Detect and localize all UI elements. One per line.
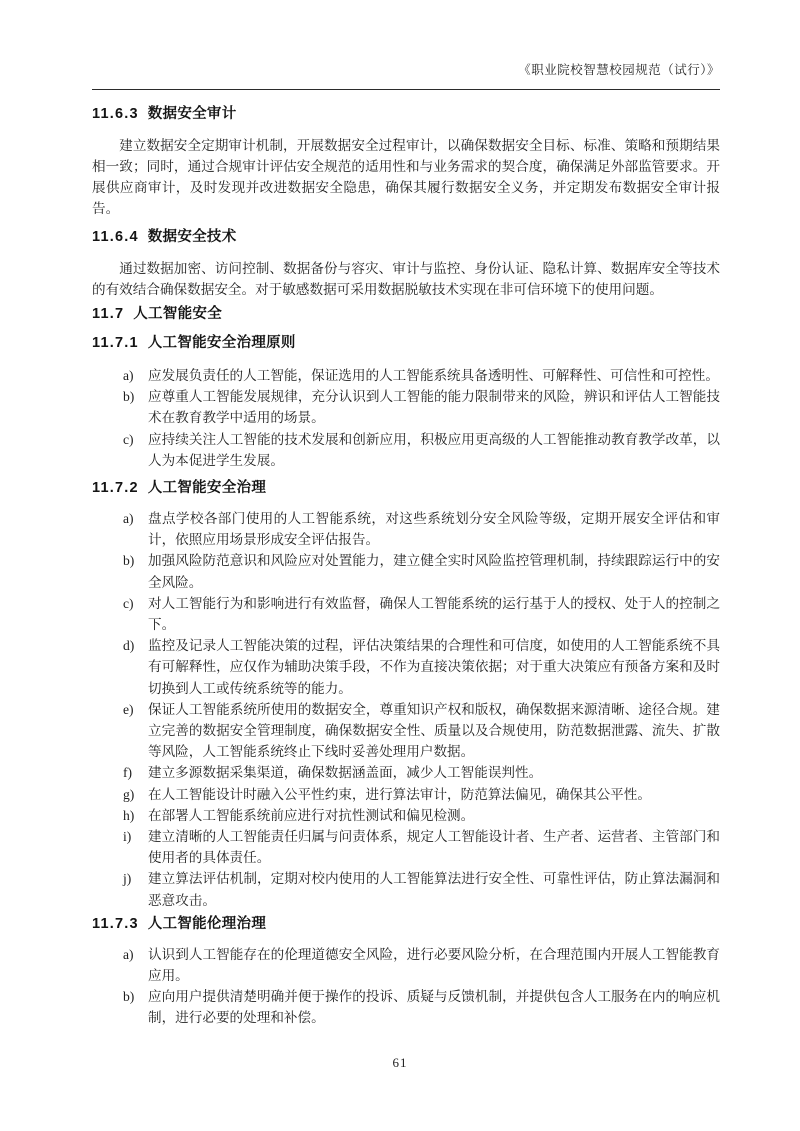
list-item-text: 应持续关注人工智能的技术发展和创新应用，积极应用更高级的人工智能推动教育教学改革，以人为本促进学生发展。 (148, 431, 720, 468)
section-heading-11-6-4 (92, 230, 720, 245)
section-title: 数据安全技术 (147, 229, 237, 245)
list-item-text: 应尊重人工智能发展规律，充分认识到人工智能的能力限制带来的风险，辨识和评估人工智能技术在教育教学中适用的场景。 (148, 389, 720, 426)
section-title: 人工智能安全治理 (147, 480, 267, 497)
list-item-text: 在部署人工智能系统前应进行对抗性测试和偏见检测。 (148, 807, 475, 823)
list-item (123, 386, 720, 428)
list-item (123, 805, 720, 826)
list-item-text: 对人工智能行为和影响进行有效监督，确保人工智能系统的运行基于人的授权、处于人的控制之下。 (148, 595, 720, 633)
list-item-label: a) (123, 368, 134, 383)
page-footer (0, 1054, 800, 1072)
list-item (123, 762, 720, 783)
list-item-label: g) (123, 786, 135, 802)
list-item-label: j) (123, 871, 132, 887)
section-heading-11-7-2 (92, 481, 720, 496)
list-item (123, 550, 720, 592)
list-item-label: b) (123, 989, 135, 1005)
section-title: 人工智能伦理治理 (147, 915, 267, 932)
list-item (123, 365, 720, 386)
list-item-text: 应向用户提供清楚明确并便于操作的投诉、质疑与反馈机制，并提供包含人工服务在内的响应机制，进行必要的处理和补偿。 (148, 989, 720, 1026)
list-item-text: 应发展负责任的人工智能，保证选用的人工智能系统具备透明性、可解释性、可信性和可控性。 (148, 368, 719, 383)
list-item-label: b) (123, 389, 135, 405)
section-number: 11.7 (92, 306, 125, 322)
list-item-text: 建立多源数据采集渠道，确保数据涵盖面，减少人工智能误判性。 (148, 765, 543, 781)
clause-list-11-7-1 (123, 365, 720, 471)
section-heading-11-6-3 (92, 107, 720, 122)
section-heading-11-7-1 (92, 336, 720, 351)
section-title: 人工智能安全治理原则 (147, 335, 296, 351)
list-item-text: 监控及记录人工智能决策的过程，评估决策结果的合理性和可信度，如使用的人工智能系统不具有可解释性，应仅作为辅助决策手段，不作为直接决策依据；对于重大决策应有预备方案和及时切换到人工或传统系统等的能力。 (148, 638, 720, 696)
list-item (123, 699, 720, 763)
list-item-label: i) (123, 829, 132, 845)
section-heading-11-7-3 (92, 917, 720, 932)
list-item (123, 944, 720, 986)
section-number: 11.6.3 (92, 106, 139, 122)
list-item-label: e) (123, 701, 134, 717)
list-item-text: 建立算法评估机制，定期对校内使用的人工智能算法进行安全性、可靠性评估，防止算法漏洞和恶意攻击。 (148, 871, 720, 908)
list-item (123, 868, 720, 910)
list-item-label: b) (123, 553, 135, 569)
list-item-label: c) (123, 595, 134, 611)
section-title: 人工智能安全 (133, 306, 223, 322)
clause-list-11-7-3 (123, 944, 720, 1029)
list-item (123, 784, 720, 805)
list-item-text: 在人工智能设计时融入公平性约束，进行算法审计，防范算法偏见，确保其公平性。 (148, 786, 651, 802)
list-item-text: 加强风险防范意识和风险应对处置能力，建立健全实时风险监控管理机制，持续跟踪运行中的安全风险。 (148, 553, 720, 590)
section-number: 11.7.3 (92, 915, 139, 932)
list-item-text: 保证人工智能系统所使用的数据安全，尊重知识产权和版权，确保数据来源清晰、途径合规。建立完善的数据安全管理制度，确保数据安全性、质量以及合规使用，防范数据泄露、流失、扩散等风险，人工智能系统终止下线时妥善处理用户数据。 (148, 701, 720, 760)
page-number: 61 (392, 1055, 408, 1070)
section-number: 11.7.1 (92, 335, 139, 351)
list-item (123, 429, 720, 471)
list-item-label: d) (123, 638, 135, 654)
list-item-label: a) (123, 511, 134, 527)
paragraph-data-security-tech: 通过数据加密、访问控制、数据备份与容灾、审计与监控、身份认证、隐私计算、数据库安全等技术的有效结合确保数据安全。对于敏感数据可采用数据脱敏技术实现在非可信环境下的使用问题。 (92, 261, 720, 297)
section-number: 11.7.2 (92, 480, 139, 497)
section-number: 11.6.4 (92, 229, 139, 245)
list-item-label: a) (123, 946, 134, 962)
list-item (123, 986, 720, 1028)
section-title: 数据安全审计 (147, 106, 237, 122)
section-heading-11-7 (92, 307, 720, 322)
list-item (123, 508, 720, 550)
list-item-text: 盘点学校各部门使用的人工智能系统，对这些系统划分安全风险等级，定期开展安全评估和审计，依照应用场景形成安全评估报告。 (148, 511, 720, 548)
header-doc-title: 《职业院校智慧校园规范（试行）》 (518, 63, 720, 77)
list-item-label: c) (123, 431, 134, 447)
list-item-text: 认识到人工智能存在的伦理道德安全风险，进行必要风险分析，在合理范围内开展人工智能教育应用。 (148, 946, 720, 984)
list-item-label: f) (123, 765, 133, 781)
page-header (92, 0, 720, 90)
list-item-label: h) (123, 807, 135, 823)
paragraph-data-security-audit: 建立数据安全定期审计机制，开展数据安全过程审计，以确保数据安全目标、标准、策略和预期结果相一致；同时，通过合规审计评估安全规范的适用性和与业务需求的契合度，确保满足外部监管要求。开展供应商审计，及时发现并改进数据安全隐患，确保其履行数据安全义务，并定期发布数据安全审计报告。 (92, 138, 720, 216)
list-item (123, 635, 720, 699)
list-item-text: 建立清晰的人工智能责任归属与问责体系，规定人工智能设计者、生产者、运营者、主管部门和使用者的具体责任。 (148, 829, 720, 866)
list-item (123, 826, 720, 868)
page-content (92, 107, 720, 1029)
list-item (123, 593, 720, 635)
clause-list-11-7-2 (123, 508, 720, 911)
